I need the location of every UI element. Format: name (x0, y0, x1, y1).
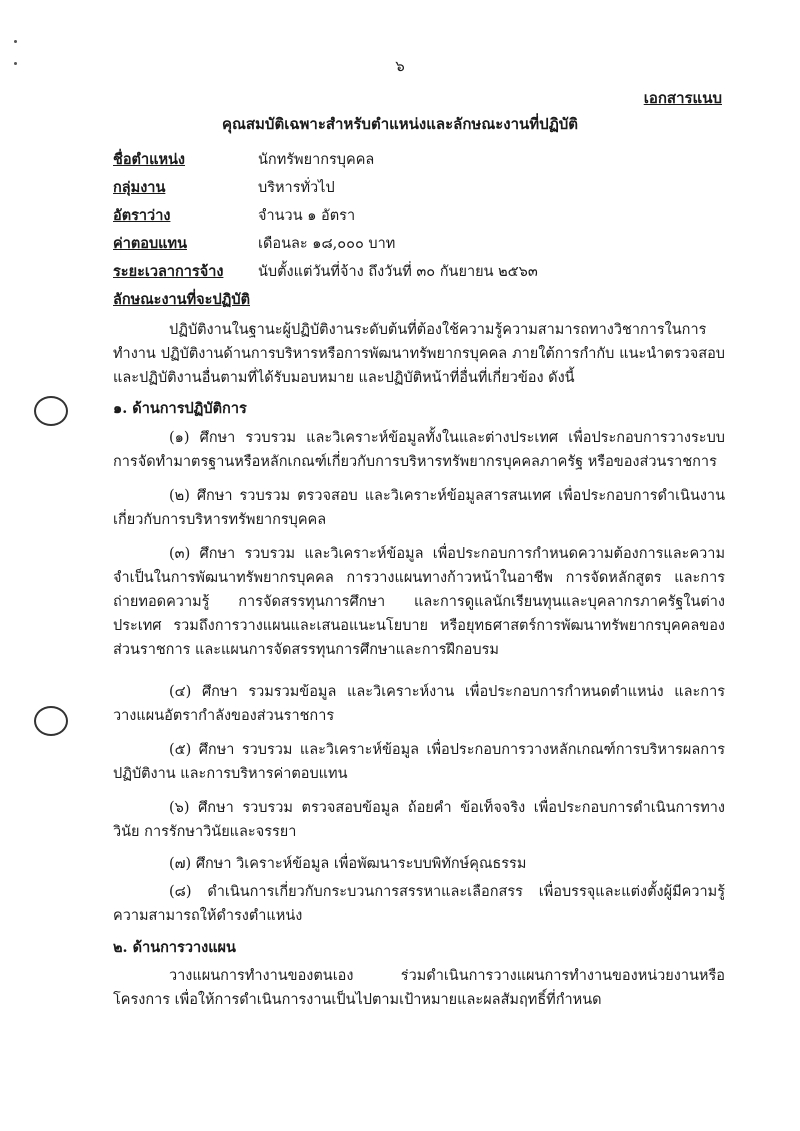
duty-heading: ลักษณะงานที่จะปฏิบัติ (113, 291, 250, 308)
duty-item: (๖) ศึกษา รวบรวม ตรวจสอบข้อมูล ถ้อยคำ ข้อเท็จจริง เพื่อประกอบการดำเนินการทางวินัย การรักษาวินัยและจรรยา (113, 800, 725, 840)
duty-item: (๑) ศึกษา รวบรวม และวิเคราะห์ข้อมูลทั้งในและต่างประเทศ เพื่อประกอบการวางระบบ การจัดทำมาตรฐานหรือหลักเกณฑ์เกี่ยวกับการบริหารทรัพยากรบุคคลภาครัฐ หรือของส่วนราชการ (113, 430, 725, 470)
scan-speck (14, 40, 17, 43)
duty-item: (๗) ศึกษา วิเคราะห์ข้อมูล เพื่อพัฒนาระบบพิทักษ์คุณธรรม (169, 856, 527, 872)
attachment-label: เอกสารแนบ (643, 89, 722, 107)
info-value: บริหารทั่วไป (258, 180, 335, 196)
info-label: กลุ่มงาน (113, 179, 166, 196)
info-label: ระยะเวลาการจ้าง (113, 263, 224, 280)
duty-item: (๕) ศึกษา รวบรวม และวิเคราะห์ข้อมูล เพื่อประกอบการวางหลักเกณฑ์การบริหารผลการปฏิบัติงาน และการบริหารค่าตอบแทน (113, 742, 725, 782)
info-label: อัตราว่าง (113, 207, 171, 224)
info-value: จำนวน ๑ อัตรา (258, 208, 356, 224)
duty-item: (๔) ศึกษา รวมรวมข้อมูล และวิเคราะห์งาน เพื่อประกอบการกำหนดตำแหน่ง และการวางแผนอัตรากำลังของส่วนราชการ (113, 684, 725, 724)
section-heading-operations: ๑. ด้านการปฏิบัติการ (113, 400, 247, 417)
section-heading-planning: ๒. ด้านการวางแผน (113, 939, 236, 956)
duty-item: (๓) ศึกษา รวบรวม และวิเคราะห์ข้อมูล เพื่อประกอบการกำหนดความต้องการและความจำเป็นในการพัฒนาทรัพยากรบุคคล การวางแผนทางก้าวหน้าในอาชีพ การจัดหลักสูตร และการถ่ายทอดความรู้ การจัดสรรทุนการศึกษา และการดูแลนักเรียนทุนและบุคลากรภาครัฐในต่างประเทศ รวมถึงการวางแผนและเสนอแนะนโยบาย หรือยุทธศาสตร์การพัฒนาทรัพยากรบุคคลของส่วนราชการ และแผนการจัดสรรทุนการศึกษาและการฝึกอบรม (113, 546, 725, 658)
duty-item: (๘) ดำเนินการเกี่ยวกับกระบวนการสรรหาและเลือกสรร เพื่อบรรจุและแต่งตั้งผู้มีความรู้ความสามารถให้ดำรงตำแหน่ง (113, 884, 725, 924)
duty-item: (๒) ศึกษา รวบรวม ตรวจสอบ และวิเคราะห์ข้อมูลสารสนเทศ เพื่อประกอบการดำเนินงานเกี่ยวกับการบริหารทรัพยากรบุคคล (113, 488, 725, 528)
info-value: เดือนละ ๑๘,๐๐๐ บาท (258, 236, 396, 252)
intro-paragraph: ปฏิบัติงานในฐานะผู้ปฏิบัติงานระดับต้นที่ต้องใช้ความรู้ความสามารถทางวิชาการในการทำงาน ปฏิบัติงานด้านการบริหารหรือการพัฒนาทรัพยากรบุคคล ภายใต้การกำกับ แนะนำตรวจสอบ และปฏิบัติงานอื่นตามที่ได้รับมอบหมาย และปฏิบัติหน้าที่อื่นที่เกี่ยวข้อง ดังนี้ (113, 322, 725, 386)
planning-paragraph: วางแผนการทำงานของตนเอง ร่วมดำเนินการวางแผนการทำงานของหน่วยงานหรือโครงการ เพื่อให้การดำเนินการงานเป็นไปตามเป้าหมายและผลสัมฤทธิ์ที่กำหนด (113, 968, 725, 1008)
page-number: ๖ (395, 57, 405, 75)
info-label: ชื่อตำแหน่ง (113, 151, 186, 168)
punch-hole-top (34, 396, 68, 426)
info-value: นักทรัพยากรบุคคล (258, 152, 375, 168)
info-label: ค่าตอบแทน (113, 235, 187, 252)
document-title: คุณสมบัติเฉพาะสำหรับตำแหน่งและลักษณะงานที่ปฏิบัติ (221, 115, 579, 133)
punch-hole-bottom (34, 706, 68, 736)
info-value: นับตั้งแต่วันที่จ้าง ถึงวันที่ ๓๐ กันยายน ๒๕๖๓ (258, 264, 538, 280)
